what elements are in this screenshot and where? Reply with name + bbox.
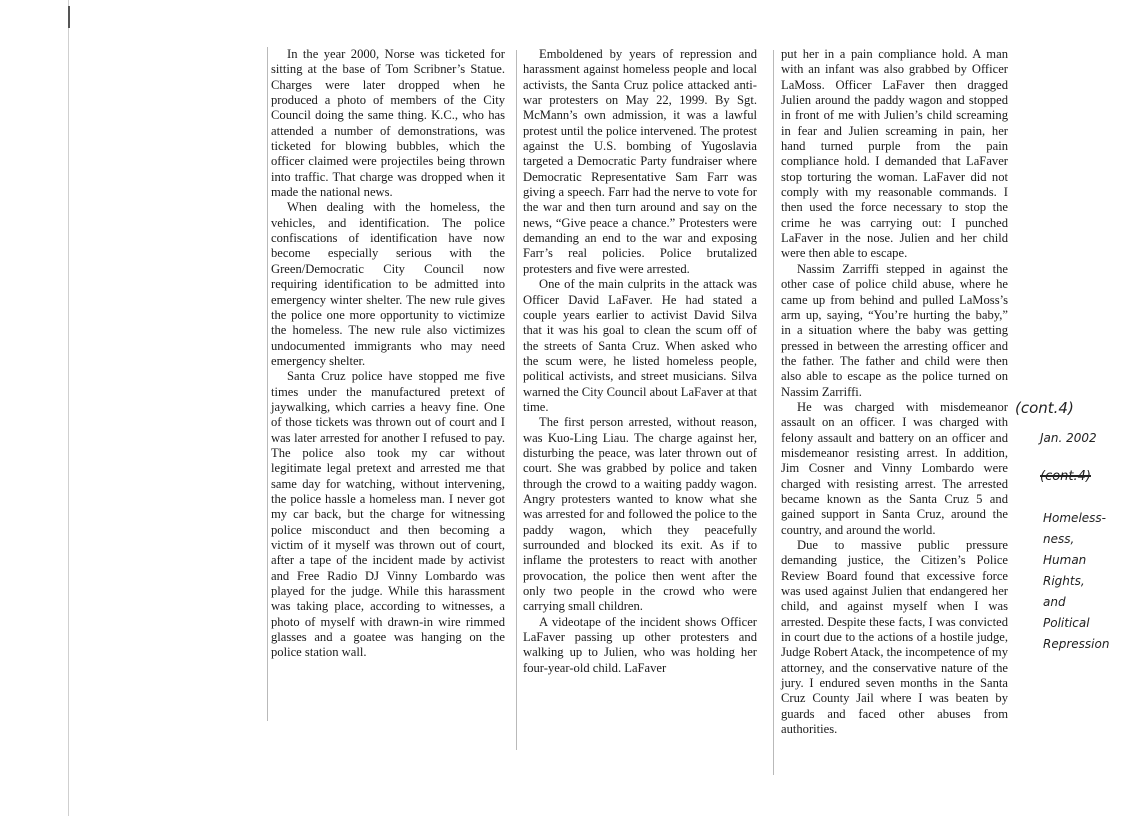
- paragraph: One of the main culprits in the attack was Officer David LaFaver. He had stated a couple years earlier to activist David Silva that it was his goal to clean the scum off of the streets of Santa Cruz. When asked who the scum were, he listed homeless people, political activists, and street musicians. Silva warned the City Council about LaFaver at that time.: [523, 277, 757, 414]
- scan-page-edge: [68, 0, 69, 816]
- handwritten-topic-note: Homeless- ness, Human Rights, and Political Repression: [1043, 511, 1110, 651]
- text-column-2: [523, 47, 757, 676]
- scan-mark: [68, 6, 70, 28]
- text-column-1: [271, 47, 505, 661]
- paragraph: Nassim Zarriffi stepped in against the other case of police child abuse, where he came up from behind and pulled LaMoss’s arm up, saying, “You’re hurting the baby,” in a situation where the baby was getting pressed in between the arresting officer and the father. The father and child were then also able to escape as the police turned on Nassim Zarriffi.: [781, 261, 1008, 399]
- column-rule-right: [773, 50, 774, 775]
- paragraph: When dealing with the homeless, the vehicles, and identification. The police confiscations of identification have now become especially serious with the Green/Democratic City Council now requiring identification to be admitted into emergency winter shelter. The new rule gives the police one more opportunity to victimize the homeless. The new rule also victimizes undocumented immigrants who may need emergency shelter.: [271, 200, 505, 368]
- paragraph: In the year 2000, Norse was ticketed for sitting at the base of Tom Scribner’s Statue. Charges were later dropped when he produced a photo of members of the City Council doing the same thing. K.C., who has attended a number of demonstrations, was ticketed for blowing bubbles, which the officer claimed were projectiles being thrown into traffic. That charge was dropped when it made the national news.: [271, 47, 505, 200]
- paragraph-continued: put her in a pain compliance hold. A man with an infant was also grabbed by Officer LaMoss. Officer LaFaver then dragged Julien around the paddy wagon and stopped in front of me with Julien’s child screaming in fear and Julien screaming in pain, her hand turned purple from the pain compliance hold. I demanded that LaFaver stop torturing the woman. LaFaver did not comply with my reasonable commands. I then used the force necessary to stop the crime he was carrying out: I punched LaFaver in the nose. Julien and her child were then able to escape.: [781, 47, 1008, 261]
- text-column-3: [781, 47, 1008, 737]
- paragraph: The first person arrested, without reason, was Kuo-Ling Liau. The charge against her, disturbing the peace, was later thrown out of court. She was grabbed by police and taken through the crowd to a waiting paddy wagon. Angry protesters wanted to know what she was arrested for and followed the police to the paddy wagon, which they peacefully surrounded and blocked its exit. As if to inflame the protesters to react with another provocation, the police then went after the only two people in the crowd who were carrying small children.: [523, 415, 757, 614]
- paragraph: He was charged with misdemeanor assault on an officer. I was charged with felony assault and battery on an officer and misdemeanor resisting arrest. In addition, Jim Cosner and Vinny Lombardo were charged with resisting arrest. The arrested became known as the Santa Cruz 5 and gained support in Santa Cruz, around the country, and around the world.: [781, 399, 1008, 537]
- handwritten-struck-note: (cont.4): [1040, 469, 1091, 484]
- paragraph: Santa Cruz police have stopped me five times under the manufactured pretext of jaywalking, which carries a heavy fine. One of those tickets was thrown out of court and I was later arrested for another I refused to pay. The police also took my car without legitimate legal pretext and arrested me that same day for watching, without intervening, the police hassle a homeless man. I never got my car back, but the charge for witnessing police misconduct and then becoming a victim of it myself was thrown out of court, after a tape of the incident made by activist and Free Radio DJ Vinny Lombardo was played for the judge. While this harassment was taking place, according to witnesses, a photo of myself with drawn-in wire rimmed glasses and a goatee was hanging on the police station wall.: [271, 369, 505, 660]
- column-rule-left: [267, 47, 268, 721]
- paragraph: Emboldened by years of repression and harassment against homeless people and local activists, the Santa Cruz police attacked anti-war protesters on May 22, 1999. By Sgt. McMann’s own admission, it was a lawful protest until the police intervened. The protest against the U.S. bombing of Yugoslavia targeted a Democratic Party fundraiser where Democratic Representative Sam Farr was giving a speech. Farr had the nerve to vote for the war and then turn around and say on the news, “Give peace a chance.” Protesters were demanding an end to the war and exposing Farr’s real policies. Police brutalized protesters and five were arrested.: [523, 47, 757, 276]
- column-rule-middle: [516, 50, 517, 750]
- paragraph: Due to massive public pressure demanding justice, the Citizen’s Police Review Board found that excessive force was used against Julien that endangered her child, and against myself when I was arrested. Despite these facts, I was convicted in court due to the actions of a hostile judge, Judge Robert Atack, the incompetence of my attorney, and the conservative nature of the jury. I endured seven months in the Santa Cruz County Jail where I was beaten by guards and faced other abuses from authorities.: [781, 538, 1008, 737]
- handwritten-continued-note: (cont.4): [1015, 399, 1074, 417]
- paragraph: A videotape of the incident shows Officer LaFaver passing up other protesters and walking up to Julien, who was holding her four-year-old child. LaFaver: [523, 614, 757, 675]
- handwritten-date-note: Jan. 2002: [1040, 431, 1097, 445]
